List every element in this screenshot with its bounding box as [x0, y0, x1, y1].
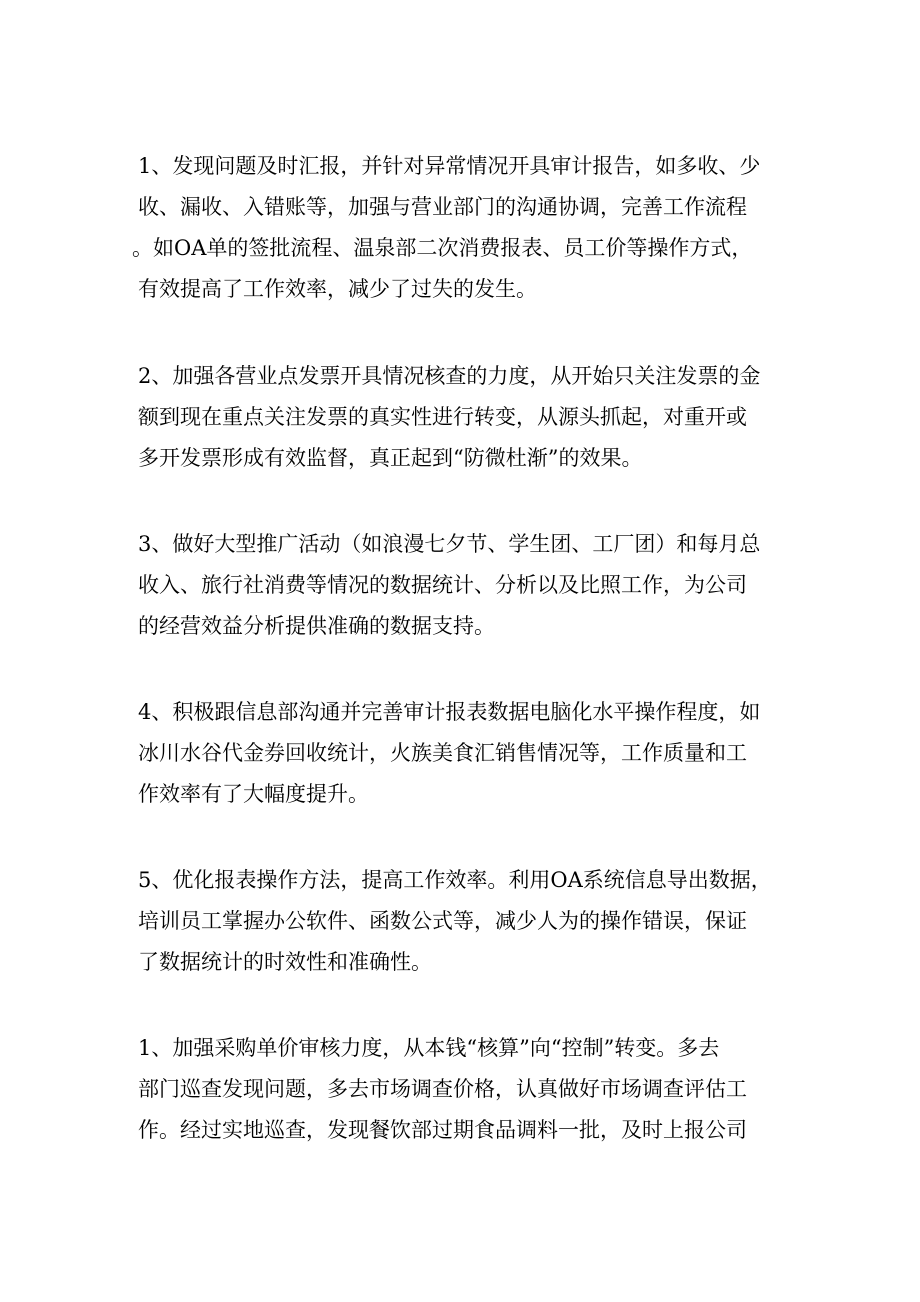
paragraph-3	[138, 524, 798, 647]
paragraph-line: 有效提高了工作效率，减少了过失的发生。	[138, 277, 537, 301]
paragraph-5	[138, 860, 798, 983]
paragraph-4	[138, 692, 798, 815]
paragraph-2	[138, 356, 798, 479]
paragraph-line: 2、加强各营业点发票开具情况核查的力度，从开始只关注发票的金	[138, 364, 761, 388]
paragraph-line: 培训员工掌握办公软件、函数公式等，减少人为的操作错误，保证	[138, 909, 747, 933]
paragraph-line: 。如OA单的签批流程、温泉部二次消费报表、员工价等操作方式，	[132, 236, 753, 260]
paragraph-line: 作。经过实地巡查，发现餐饮部过期食品调料一批，及时上报公司	[138, 1118, 747, 1142]
paragraph-line: 多开发票形成有效监督，真正起到“防微杜渐”的效果。	[138, 446, 643, 470]
paragraph-line: 收、漏收、入错账等，加强与营业部门的沟通协调，完善工作流程	[138, 195, 747, 219]
paragraph-line: 了数据统计的时效性和准确性。	[138, 950, 432, 974]
paragraph-line: 额到现在重点关注发票的真实性进行转变，从源头抓起，对重开或	[138, 405, 747, 429]
paragraph-line: 3、做好大型推广活动（如浪漫七夕节、学生团、工厂团）和每月总	[138, 532, 761, 556]
paragraph-line: 部门巡查发现问题，多去市场调查价格，认真做好市场调查评估工	[138, 1077, 747, 1101]
paragraph-line: 1、加强采购单价审核力度，从本钱“核算”向“控制”转变。多去	[138, 1036, 720, 1060]
paragraph-line: 5、优化报表操作方法，提高工作效率。利用OA系统信息导出数据，	[138, 868, 772, 892]
paragraph-6	[138, 1028, 798, 1151]
paragraph-1	[132, 146, 798, 310]
paragraph-line: 作效率有了大幅度提升。	[138, 782, 369, 806]
paragraph-line: 冰川水谷代金券回收统计，火族美食汇销售情况等，工作质量和工	[138, 741, 747, 765]
paragraph-line: 4、积极跟信息部沟通并完善审计报表数据电脑化水平操作程度，如	[138, 700, 761, 724]
paragraph-line: 的经营效益分析提供准确的数据支持。	[138, 614, 495, 638]
paragraph-line: 收入、旅行社消费等情况的数据统计、分析以及比照工作，为公司	[138, 573, 747, 597]
paragraph-line: 1、发现问题及时汇报，并针对异常情况开具审计报告，如多收、少	[138, 154, 761, 178]
